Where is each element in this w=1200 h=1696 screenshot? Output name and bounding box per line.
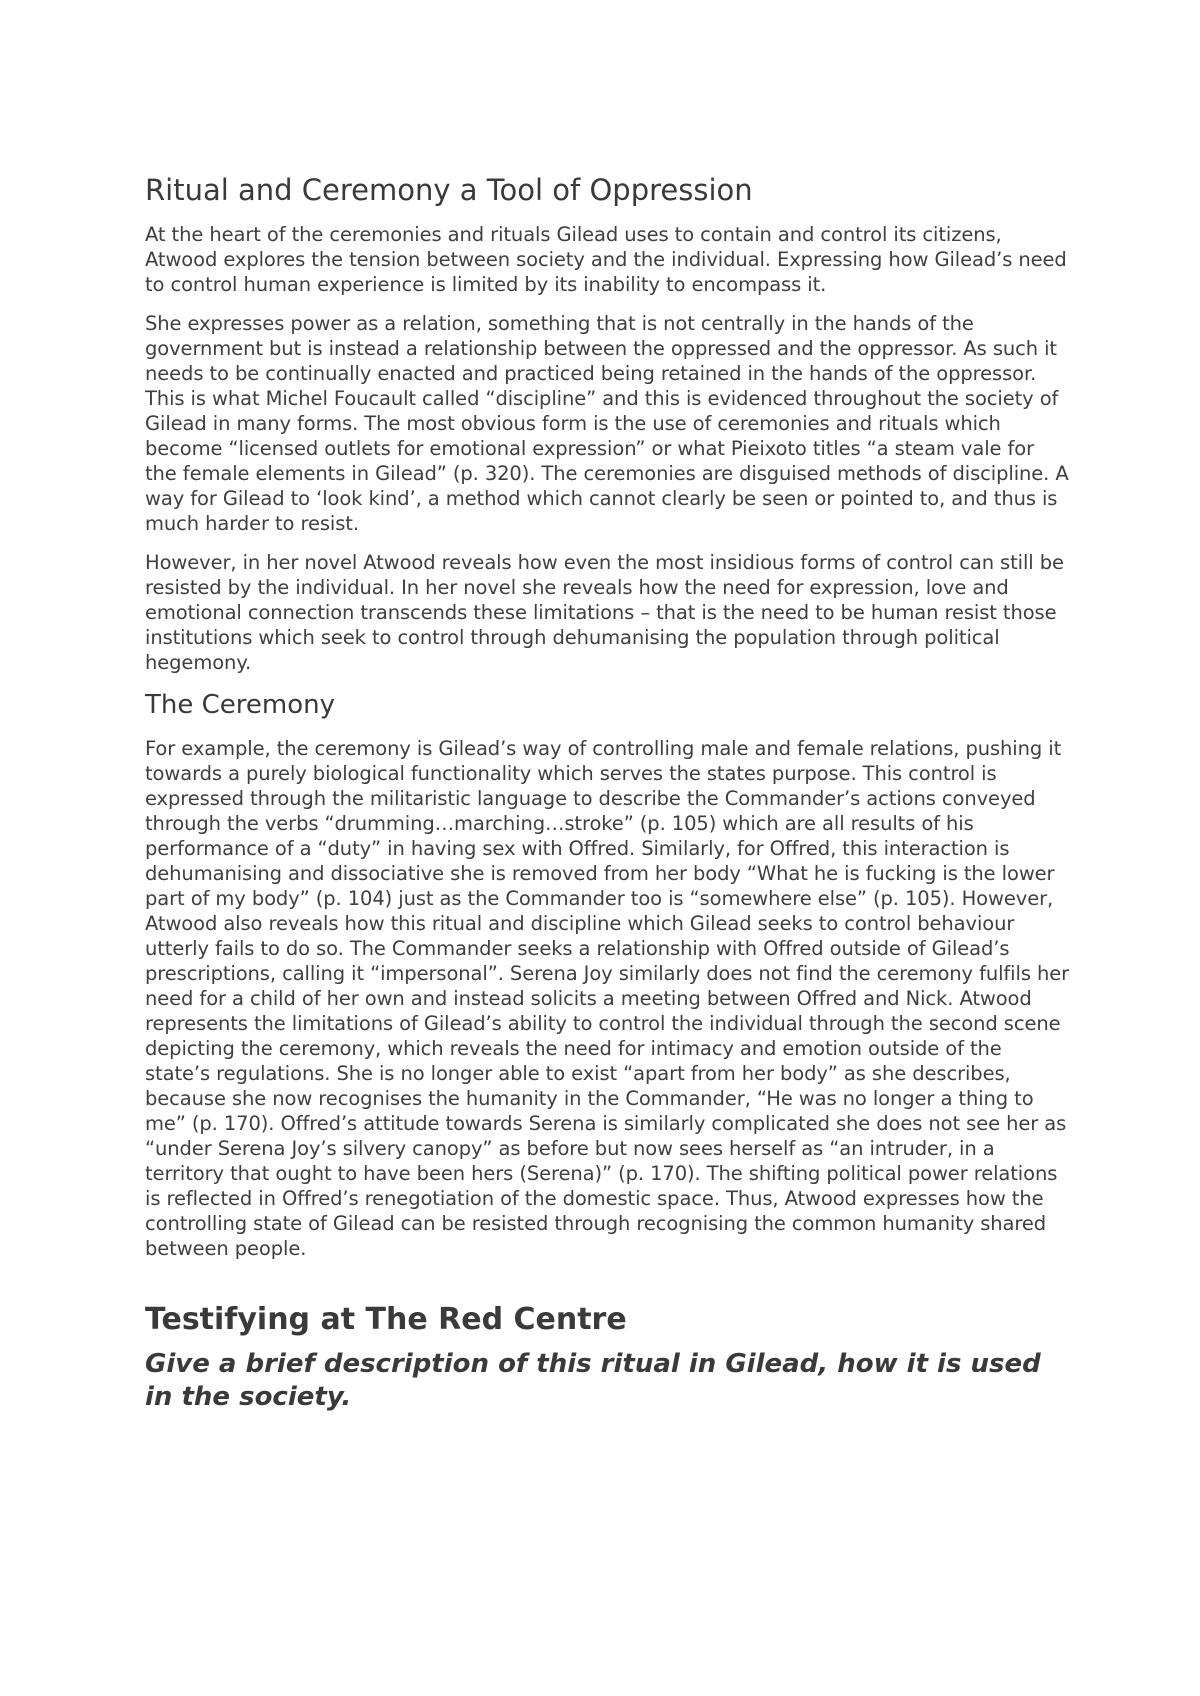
ceremony-paragraph: For example, the ceremony is Gilead’s way of controlling male and female relations, pushing it towards a purely biological functionality which serves the states purpose. This control is expressed through the militaristic language to describe the Commander’s actions conveyed through the verbs “drumming…marching…stroke” (p. 105) which are all results of his performance of a “duty” in having sex with Offred. Similarly, for Offred, this interaction is dehumanising and dissociative she is removed from her body “What he is fucking is the lower part of my body” (p. 104) just as the Commander too is “somewhere else” (p. 105). However, Atwood also reveals how this ritual and discipline which Gilead seeks to control behaviour utterly fails to do so. The Commander seeks a relationship with Offred outside of Gilead’s prescriptions, calling it “impersonal”. Serena Joy similarly does not find the ceremony fulfils her need for a child of her own and instead solicits a meeting between Offred and Nick. Atwood represents the limitations of Gilead’s ability to control the individual through the second scene depicting the ceremony, which reveals the need for intimacy and emotion outside of the state’s regulations. She is no longer able to exist “apart from her body” as she describes, because she now recognises the humanity in the Commander, “He was no longer a thing to me” (p. 170). Offred’s attitude towards Serena is similarly complicated she does not see her as “under Serena Joy’s silvery canopy” as before but now sees herself as “an intruder, in a territory that ought to have been hers (Serena)” (p. 170). The shifting political power relations is reflected in Offred’s renegotiation of the domestic space. Thus, Atwood expresses how the controlling state of Gilead can be resisted through recognising the common humanity shared between people. [145, 736, 1070, 1260]
red-centre-prompt: Give a brief description of this ritual in Gilead, how it is used in the society. [145, 1349, 1041, 1413]
red-centre-heading: Testifying at The Red Centre [145, 1301, 627, 1337]
document-page [145, 172, 1070, 1414]
ceremony-heading: The Ceremony [145, 690, 335, 721]
intro-paragraph-1: At the heart of the ceremonies and rituals Gilead uses to contain and control its citizens, Atwood explores the tension between society and the individual. Expressing how Gilead’s need to control human experience is limited by its inability to encompass it. [145, 223, 1067, 297]
intro-paragraph-2: She expresses power as a relation, something that is not centrally in the hands of the government but is instead a relationship between the oppressed and the oppressor. As such it needs to be continually enacted and practiced being retained in the hands of the oppressor. This is what Michel Foucault called “discipline” and this is evidenced throughout the society of Gilead in many forms. The most obvious form is the use of ceremonies and rituals which become “licensed outlets for emotional expression” or what Pieixoto titles “a steam vale for the female elements in Gilead” (p. 320). The ceremonies are disguised methods of discipline. A way for Gilead to ‘look kind’, a method which cannot clearly be seen or pointed to, and thus is much harder to resist. [145, 312, 1069, 536]
intro-paragraph-3: However, in her novel Atwood reveals how even the most insidious forms of control can still be resisted by the individual. In her novel she reveals how the need for expression, love and emotional connection transcends these limitations – that is the need to be human resist those institutions which seek to control through dehumanising the population through political hegemony. [145, 551, 1064, 675]
document-title: Ritual and Ceremony a Tool of Oppression [145, 173, 753, 207]
